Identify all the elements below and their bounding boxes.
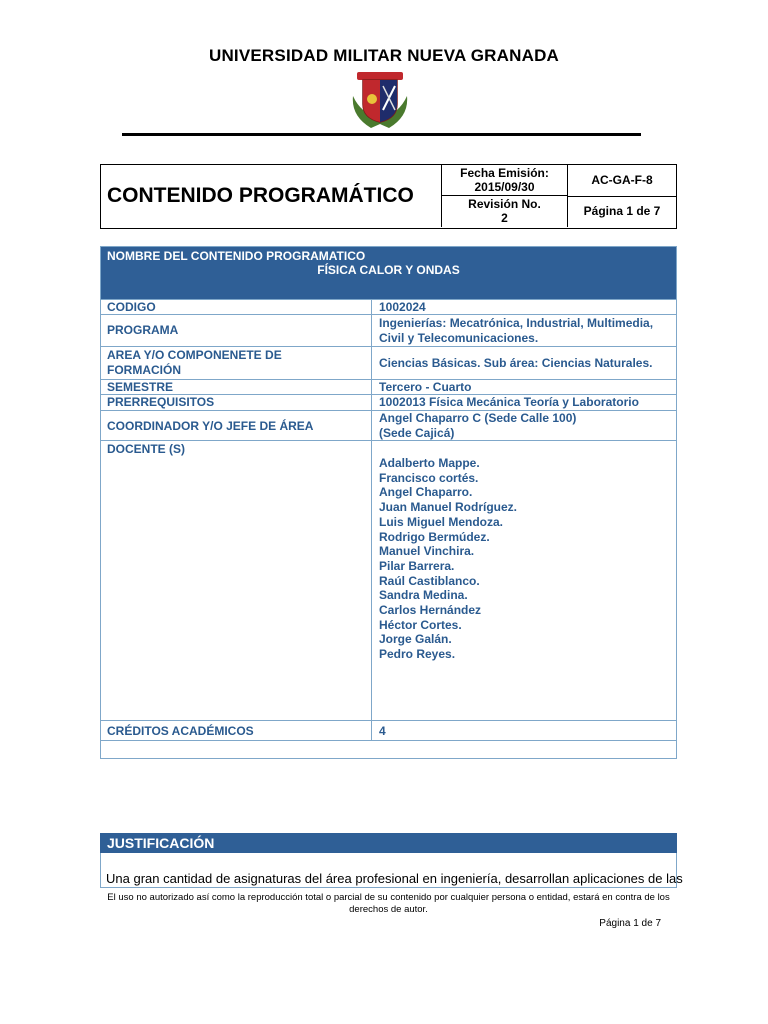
row-label: CODIGO bbox=[107, 300, 156, 314]
row-value-line: Angel Chaparro C (Sede Calle 100) bbox=[379, 411, 577, 425]
course-name-label: NOMBRE DEL CONTENIDO PROGRAMATICO bbox=[107, 249, 366, 263]
document-title: CONTENIDO PROGRAMÁTICO bbox=[101, 165, 442, 227]
row-value: 4 bbox=[379, 724, 386, 738]
course-name-band bbox=[101, 247, 676, 299]
list-item: Francisco cortés. bbox=[379, 470, 479, 485]
list-item: Luis Miguel Mendoza. bbox=[379, 514, 504, 529]
list-item: Carlos Hernández bbox=[379, 603, 482, 618]
table-row bbox=[101, 314, 676, 346]
row-value: 1002013 Física Mecánica Teoría y Laboratorio bbox=[379, 395, 639, 409]
row-value bbox=[379, 411, 576, 441]
row-value: Ciencias Básicas. Sub área: Ciencias Naturales. bbox=[379, 356, 653, 370]
list-item: Pilar Barrera. bbox=[379, 558, 455, 573]
row-label: COORDINADOR Y/O JEFE DE ÁREA bbox=[107, 419, 314, 433]
table-row bbox=[101, 720, 676, 740]
document-code: AC-GA-F-8 bbox=[568, 165, 676, 197]
list-item: Pedro Reyes. bbox=[379, 647, 456, 662]
list-item: Héctor Cortes. bbox=[379, 617, 462, 632]
row-value-line: (Sede Cajicá) bbox=[379, 426, 455, 440]
list-item: Sandra Medina. bbox=[379, 588, 468, 603]
row-label: PRERREQUISITOS bbox=[107, 395, 215, 409]
row-label: SEMESTRE bbox=[107, 380, 174, 394]
row-label: CRÉDITOS ACADÉMICOS bbox=[107, 724, 254, 738]
list-item: Angel Chaparro. bbox=[379, 485, 473, 500]
table-row bbox=[101, 410, 676, 440]
revision-label: Revisión No. bbox=[468, 197, 541, 211]
row-label: AREA Y/O COMPONENETE DE FORMACIÓN bbox=[107, 348, 282, 377]
course-info-table bbox=[100, 246, 677, 759]
list-item: Rodrigo Bermúdez. bbox=[379, 529, 490, 544]
university-title: UNIVERSIDAD MILITAR NUEVA GRANADA bbox=[208, 46, 560, 65]
justificacion-heading: JUSTIFICACIÓN bbox=[100, 833, 677, 853]
table-row bbox=[101, 299, 676, 314]
docentes-list bbox=[379, 456, 517, 662]
fecha-emision-value: 2015/09/30 bbox=[474, 180, 535, 194]
course-name-value: FÍSICA CALOR Y ONDAS bbox=[317, 263, 460, 277]
revision-value: 2 bbox=[501, 211, 508, 225]
revision-cell bbox=[442, 196, 568, 227]
row-value: Tercero - Cuarto bbox=[379, 380, 472, 394]
document-header-table bbox=[100, 164, 677, 229]
university-crest-icon bbox=[349, 66, 411, 132]
footer-page-number: Página 1 de 7 bbox=[599, 918, 661, 929]
list-item: Manuel Vinchira. bbox=[379, 544, 475, 559]
row-label: DOCENTE (S) bbox=[107, 442, 185, 456]
list-item: Juan Manuel Rodríguez. bbox=[379, 500, 518, 515]
table-row bbox=[101, 346, 676, 379]
fecha-emision-label: Fecha Emisión: bbox=[460, 166, 549, 180]
list-item: Adalberto Mappe. bbox=[379, 456, 480, 470]
header-rule bbox=[122, 133, 641, 136]
table-row bbox=[101, 379, 676, 394]
row-value: 1002024 bbox=[379, 300, 426, 314]
row-label: PROGRAMA bbox=[107, 323, 179, 337]
list-item: Raúl Castiblanco. bbox=[379, 573, 480, 588]
row-value: Ingenierías: Mecatrónica, Industrial, Multimedia, Civil y Telecomunicaciones. bbox=[379, 316, 654, 345]
justificacion-text: Una gran cantidad de asignaturas del área profesional en ingeniería, desarrollan aplicaciones de las bbox=[106, 871, 683, 886]
fecha-emision-cell bbox=[442, 165, 568, 196]
table-row-empty bbox=[101, 740, 676, 758]
list-item: Jorge Galán. bbox=[379, 632, 452, 647]
copyright-notice: El uso no autorizado así como la reproducción total o parcial de su contenido por cualquier persona o entidad, estará en contra de los derechos de autor. bbox=[107, 892, 670, 915]
page-number: Página 1 de 7 bbox=[583, 204, 661, 218]
table-row bbox=[101, 394, 676, 410]
